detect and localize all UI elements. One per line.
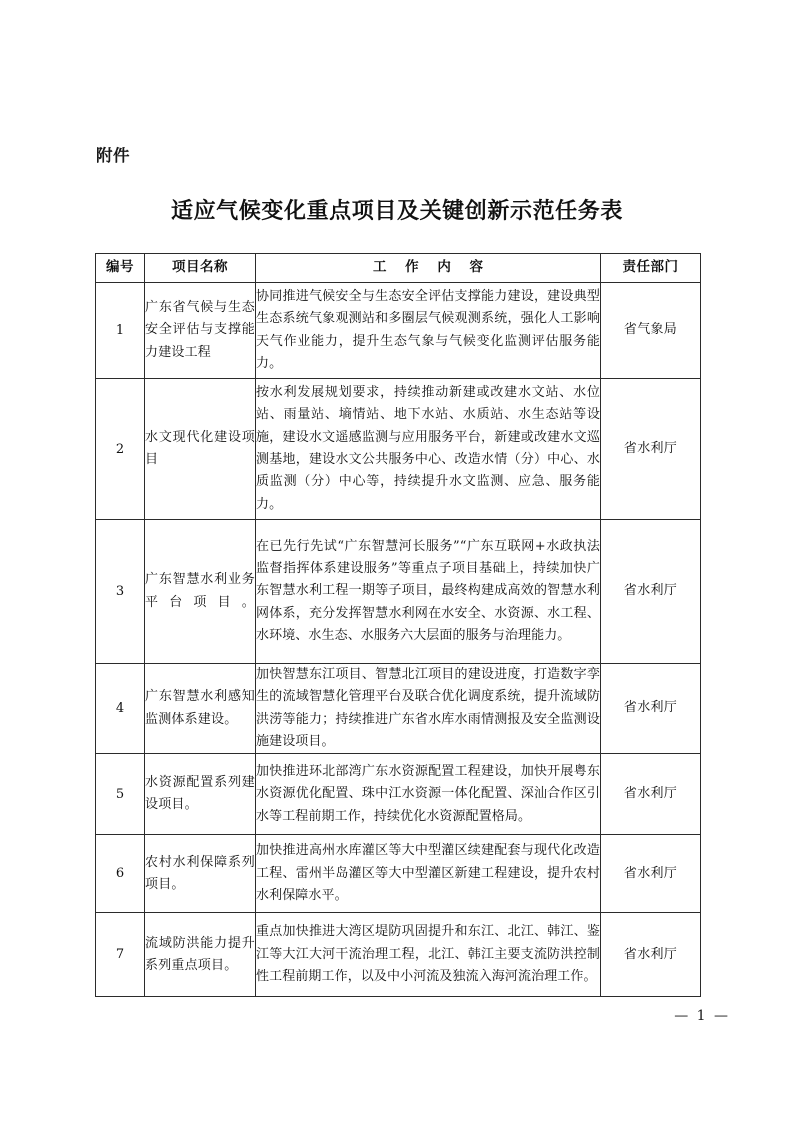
project-name: 水资源配置系列建设项目。 [145, 754, 256, 835]
table-header-row [96, 254, 701, 283]
page-number: — 1 — [674, 1008, 730, 1024]
table-row [96, 754, 701, 835]
responsible-department: 省水利厅 [601, 379, 701, 520]
work-content: 加快推进高州水库灌区等大中型灌区续建配套与现代化改造工程、雷州半岛灌区等大中型灌区新建工程建设，提升农村水利保障水平。 [256, 835, 601, 913]
responsible-department: 省水利厅 [601, 913, 701, 997]
responsible-department: 省水利厅 [601, 520, 701, 664]
attachment-label: 附件 [96, 146, 130, 165]
responsible-department: 省水利厅 [601, 754, 701, 835]
project-name: 广东智慧水利业务平台项目。 [145, 520, 256, 664]
work-content: 重点加快推进大湾区堤防巩固提升和东江、北江、韩江、鉴江等大江大河干流治理工程，北江、韩江主要支流防洪控制性工程前期工作，以及中小河流及独流入海河流治理工作。 [256, 913, 601, 997]
row-number: 3 [96, 520, 145, 664]
row-number: 1 [96, 283, 145, 379]
row-number: 7 [96, 913, 145, 997]
work-content: 在已先行先试“广东智慧河长服务”“广东互联网+水政执法监督指挥体系建设服务”等重点子项目基础上，持续加快广东智慧水利工程一期等子项目，最终构建成高效的智慧水利网体系，充分发挥智慧水利网在水安全、水资源、水工程、水环境、水生态、水服务六大层面的服务与治理能力。 [256, 520, 601, 664]
table-row [96, 664, 701, 754]
responsible-department: 省水利厅 [601, 835, 701, 913]
responsible-department: 省水利厅 [601, 664, 701, 754]
table-row [96, 913, 701, 997]
row-number: 5 [96, 754, 145, 835]
work-content: 按水利发展规划要求，持续推动新建或改建水文站、水位站、雨量站、墒情站、地下水站、水质站、水生态站等设施，建设水文遥感监测与应用服务平台，新建或改建水文巡测基地，建设水文公共服务中心、改造水情（分）中心、水质监测（分）中心等，持续提升水文监测、应急、服务能力。 [256, 379, 601, 520]
column-header-name: 项目名称 [145, 254, 256, 283]
row-number: 4 [96, 664, 145, 754]
table-header [96, 254, 701, 283]
row-number: 2 [96, 379, 145, 520]
responsible-department: 省气象局 [601, 283, 701, 379]
work-content: 加快推进环北部湾广东水资源配置工程建设，加快开展粤东水资源优化配置、珠中江水资源一体化配置、深汕合作区引水等工程前期工作，持续优化水资源配置格局。 [256, 754, 601, 835]
project-name: 广东省气候与生态安全评估与支撑能力建设工程 [145, 283, 256, 379]
project-name: 流域防洪能力提升系列重点项目。 [145, 913, 256, 997]
table-row [96, 283, 701, 379]
work-content: 协同推进气候安全与生态安全评估支撑能力建设，建设典型生态系统气象观测站和多圈层气候观测系统，强化人工影响天气作业能力，提升生态气象与气候变化监测评估服务能力。 [256, 283, 601, 379]
column-header-no: 编号 [96, 254, 145, 283]
work-content: 加快智慧东江项目、智慧北江项目的建设进度，打造数字孪生的流域智慧化管理平台及联合优化调度系统，提升流域防洪涝等能力；持续推进广东省水库水雨情测报及安全监测设施建设项目。 [256, 664, 601, 754]
column-header-work-label: 工 作 内 容 [372, 258, 491, 275]
table-row [96, 835, 701, 913]
table-body [96, 283, 701, 997]
column-header-dept: 责任部门 [601, 254, 701, 283]
table-row [96, 520, 701, 664]
task-table [95, 253, 701, 997]
page-title: 适应气候变化重点项目及关键创新示范任务表 [170, 198, 623, 224]
project-name: 水文现代化建设项目 [145, 379, 256, 520]
column-header-work [256, 254, 601, 283]
table-row [96, 379, 701, 520]
project-name: 广东智慧水利感知监测体系建设。 [145, 664, 256, 754]
row-number: 6 [96, 835, 145, 913]
project-name: 农村水利保障系列项目。 [145, 835, 256, 913]
